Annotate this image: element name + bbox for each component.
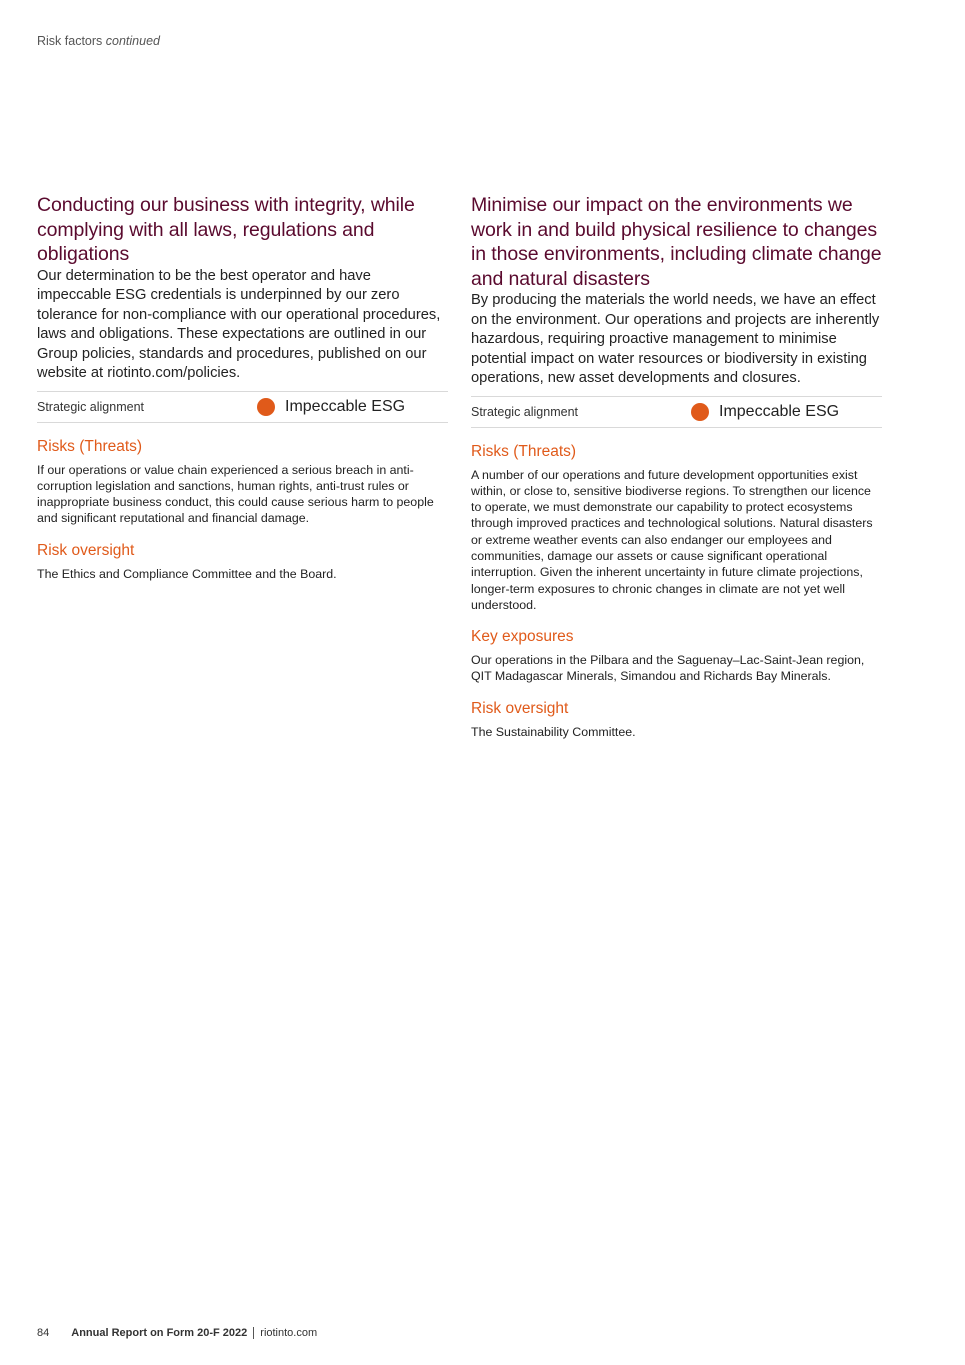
risk-column-environment [471,193,882,740]
risk-intro: By producing the materials the world needs, we have an effect on the environment. Our operations and projects are inherently hazardous, requiring proactive management to minimise potential impact on water resources or biodiversity in existing operations, new asset developments and closures. [471,292,880,386]
report-title: Annual Report on Form 20-F 2022 [71,1327,248,1339]
risk-intro: Our determination to be the best operator and have impeccable ESG credentials is underpinned by our zero tolerance for non-compliance with our operational procedures, laws and obligations. These expectations are outlined in our Group policies, standards and procedures, published on our website at riotinto.com/policies. [37,267,441,381]
alignment-value: Impeccable ESG [719,402,840,420]
risk-title: Conducting our business with integrity, while complying with all laws, regulations and obligations [37,194,415,265]
esg-dot-icon [257,398,275,416]
risks-text: If our operations or value chain experienced a serious breach in anti-corruption legislation and sanctions, human rights, anti-trust rules or inappropriate business conduct, this could cause serious harm to people and significant reputational and financial damage. [37,462,434,526]
key-exposures-text: Our operations in the Pilbara and the Saguenay–Lac-Saint-Jean region, QIT Madagascar Minerals, Simandou and Richards Bay Minerals. [471,653,865,684]
strategic-alignment-row [471,396,882,428]
risk-column-integrity [37,193,448,582]
key-exposures-heading: Key exposures [471,628,574,646]
strategic-alignment-row [37,391,448,423]
oversight-heading: Risk oversight [471,699,569,717]
alignment-badge [691,403,839,421]
oversight-text: The Ethics and Compliance Committee and the Board. [37,566,337,581]
continued-label: continued [105,34,160,48]
risks-text: A number of our operations and future development opportunities exist within, or close to, sensitive biodiverse regions. To strengthen our licence to operate, we must demonstrate our capability to protect ecosystems through improved practices and technological solutions. Natural disasters or extreme weather events can also endanger our employees and communities, damage our assets or cause significant operational interruption. Given the inherent uncertainty in future climate projections, longer-term exposures to chronic changes in climate are not yet well understood. [471,467,873,612]
website-link[interactable]: riotinto.com [260,1327,318,1339]
page-number: 84 [37,1327,50,1339]
strategic-alignment-label: Strategic alignment [37,399,145,414]
strategic-alignment-label: Strategic alignment [471,404,579,419]
oversight-text: The Sustainability Committee. [471,724,636,739]
alignment-value: Impeccable ESG [285,397,406,415]
footer-divider [253,1327,254,1339]
page-footer [37,1327,317,1339]
risks-heading: Risks (Threats) [471,442,577,460]
oversight-heading: Risk oversight [37,541,135,559]
alignment-badge [257,398,405,416]
running-header [37,34,160,48]
risks-heading: Risks (Threats) [37,437,143,455]
risk-title: Minimise our impact on the environments we work in and build physical resilience to changes in those environments, including climate change and natural disasters [471,194,882,290]
esg-dot-icon [691,403,709,421]
section-name: Risk factors [37,34,103,48]
